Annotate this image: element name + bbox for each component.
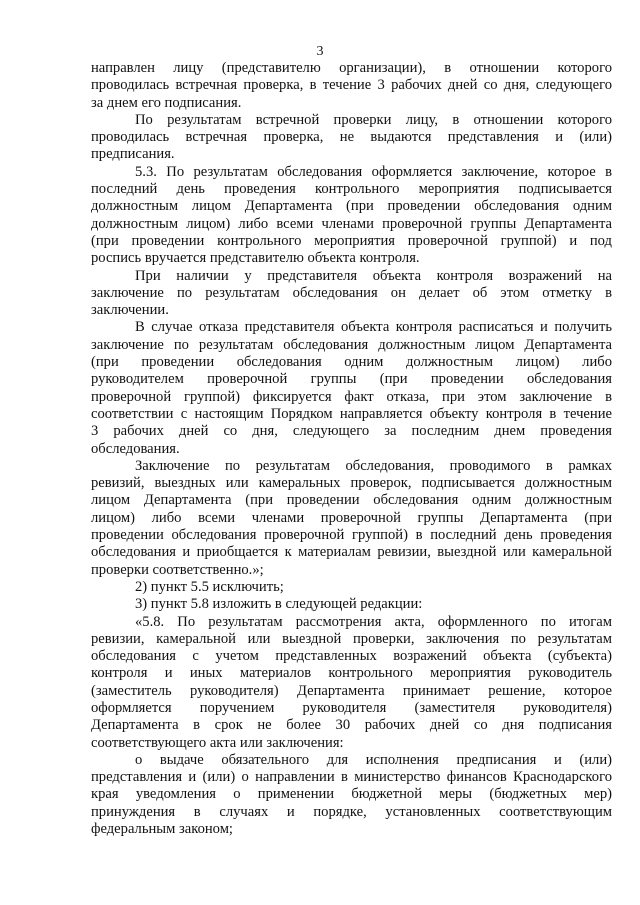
text-line: за днем его подписания. [91,94,242,111]
text-line: обследования и приобщается к материалам ревизии, выездной или камеральной [91,544,612,561]
text-line: федеральным законом; [91,821,233,838]
text-line: принуждения в случаях и порядке, установленных соответствующим [91,803,612,820]
text-line: (при проведении контрольного мероприятия проверочной группой) и под [91,232,612,249]
text-line: заключение по результатам обследования должностным лицом Департамента [91,336,612,353]
text-line: Департамента в срок не более 30 рабочих дней со дня подписания [91,717,612,734]
text-line: При наличии у представителя объекта контроля возражений на [135,267,612,284]
page-number: 3 [316,44,324,59]
text-line: контроля и иных материалов контрольного мероприятия руководитель [91,665,612,682]
text-line: лицом Департамента (при проведении обследования одним должностным [91,492,612,509]
text-line: оформляется поручением руководителя (заместителя руководителя) [91,699,612,716]
text-line: 3) пункт 5.8 изложить в следующей редакции: [135,596,423,613]
text-line: обследования с учетом представленных возражений объекта (субъекта) [91,648,612,665]
text-line: лицом) либо всеми членами проверочной группы Департамента (при [91,509,612,526]
text-line: Заключение по результатам обследования, проводимого в рамках [135,457,612,474]
text-line: о выдаче обязательного для исполнения предписания и (или) [135,751,612,768]
text-line: предписания. [91,146,175,163]
text-line: соответствующего акта или заключения: [91,734,344,751]
text-line: роспись вручается представителю объекта контроля. [91,250,420,267]
text-line: 5.3. По результатам обследования оформляется заключение, которое в [135,163,612,180]
text-line: заключение по результатам обследования он делает об этом отметку в [91,284,612,301]
text-line: руководителем проверочной группы (при проведении обследования [91,371,612,388]
text-line: ревизий, выездных или камеральных проверок, подписывается должностным [91,475,612,492]
text-line: должностным лицом Департамента (при проведении обследования одним [91,198,612,215]
text-line: проводилась встречная проверка, не выдаются представления и (или) [91,129,612,146]
text-line: края уведомления о применении бюджетной меры (бюджетных мер) [91,786,612,803]
text-line: проводилась встречная проверка, в течение 3 рабочих дней со дня, следующего [91,77,612,94]
text-line: соответствии с настоящим Порядком направляется объекту контроля в течение [91,405,612,422]
text-line: проверки соответственно.»; [91,561,264,578]
text-line: представления и (или) о направлении в министерство финансов Краснодарского [91,769,612,786]
text-line: (заместитель руководителя) Департамента принимает решение, которое [91,682,612,699]
text-line: «5.8. По результатам рассмотрения акта, оформленного по итогам [135,613,612,630]
text-line: ревизии, камеральной или выездной проверки, заключения по результатам [91,630,612,647]
text-line: (при проведении обследования одним должностным лицом) либо [91,354,612,371]
text-line: заключении. [91,302,169,319]
text-line: 2) пункт 5.5 исключить; [135,578,284,595]
text-line: обследования. [91,440,180,457]
text-line: проведении обследования проверочной группой) в последний день проведения [91,527,612,544]
text-line: должностным лицом) либо всеми членами проверочной группы Департамента [91,215,612,232]
document-body [91,60,612,838]
text-line: направлен лицу (представителю организации), в отношении которого [91,60,612,76]
text-line: 3 рабочих дней со дня, следующего за последним днем проведения [91,423,612,440]
text-line: проверочной группой) фиксируется факт отказа, при этом заключение в [91,388,612,405]
text-line: последний день проведения контрольного мероприятия подписывается [91,181,612,198]
text-line: В случае отказа представителя объекта контроля расписаться и получить [135,319,612,336]
text-line: По результатам встречной проверки лицу, в отношении которого [135,111,612,128]
